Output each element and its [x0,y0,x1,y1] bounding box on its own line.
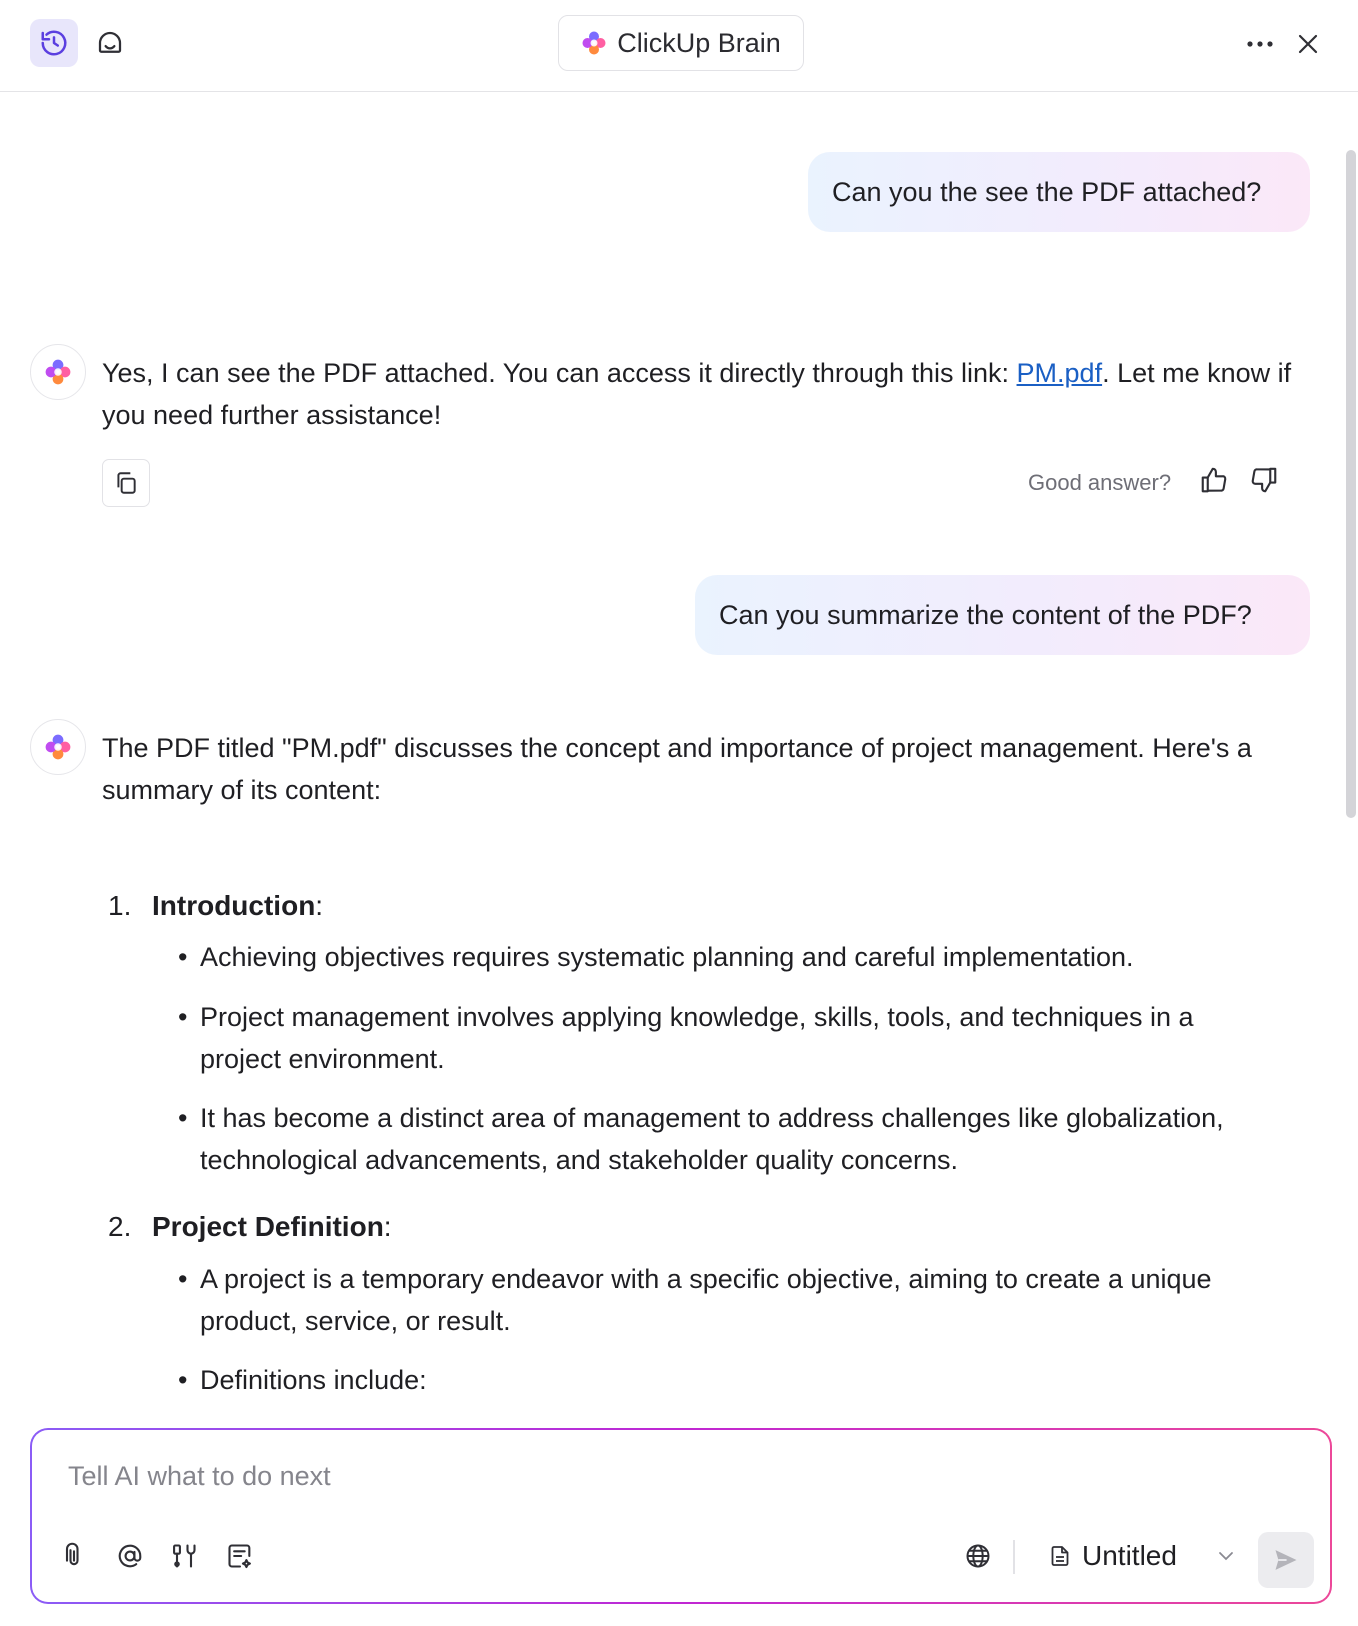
template-button[interactable] [220,1536,260,1576]
attach-icon [60,1542,88,1570]
section-heading: Project Definition: [152,1211,392,1242]
user-message-text: Can you summarize the content of the PDF? [719,599,1252,630]
ai-message [102,352,1332,436]
brain-logo-icon [44,733,72,761]
more-icon [1245,40,1275,48]
copy-icon [113,470,139,496]
title-pill[interactable] [558,15,804,71]
close-icon [1297,33,1319,55]
chevron-down-icon [1217,1550,1235,1562]
divider [1013,1540,1015,1574]
composer-body [32,1430,1330,1602]
send-icon [1272,1546,1300,1574]
pdf-link[interactable]: PM.pdf [1016,358,1103,388]
ai-message-text: Yes, I can see the PDF attached. You can access it directly through this link: [102,358,1017,388]
ai-summary-intro: The PDF titled "PM.pdf" discusses the concept and importance of project management. Here's a summary of its content: [102,733,1252,805]
copy-button[interactable] [102,459,150,507]
scrollbar[interactable] [1346,150,1356,818]
brain-logo-icon [44,358,72,386]
send-button[interactable] [1258,1532,1314,1588]
globe-icon [964,1542,992,1570]
document-selector[interactable] [1048,1534,1235,1578]
section-title: Project Definition [152,1211,384,1242]
tools-icon [170,1542,198,1570]
user-message [695,575,1310,655]
more-button[interactable] [1236,22,1284,66]
history-button[interactable] [30,19,78,67]
tools-button[interactable] [164,1536,204,1576]
attach-button[interactable] [54,1536,94,1576]
template-icon [226,1542,254,1570]
thumbs-up-button[interactable] [1196,462,1232,498]
header-bar [0,0,1358,92]
list-item-text: It has become a distinct area of management to address challenges like globalization, technological advancements, and stakeholder quality concerns. [200,1103,1224,1175]
section-heading: Introduction: [152,890,324,921]
composer [30,1428,1332,1604]
close-button[interactable] [1284,20,1332,68]
thumbs-down-icon [1249,465,1279,495]
document-selector-label: Untitled [1082,1540,1177,1571]
ai-message-text-end: . Let me know if you need further assistance! [102,358,1292,430]
section-title: Introduction [152,890,316,921]
history-icon [39,28,69,58]
list-item-text: Achieving objectives requires systematic planning and careful implementation. [200,942,1134,972]
prompt-input[interactable] [68,1458,1168,1494]
web-search-toggle[interactable] [958,1536,998,1576]
feedback-label: Good answer? [1028,470,1172,495]
section-number: 1. [108,890,132,921]
list-item-text: A project is a temporary endeavor with a specific objective, aiming to create a unique product, service, or result. [200,1264,1212,1336]
document-icon [1048,1543,1072,1569]
thumbs-down-button[interactable] [1246,462,1282,498]
inbox-button[interactable] [86,19,134,67]
list-item-text: Project management involves applying knowledge, skills, tools, and techniques in a project environment. [200,1002,1194,1074]
list-item-text: Definitions include: [200,1365,427,1395]
thumbs-up-icon [1199,465,1229,495]
user-message [808,152,1310,232]
mention-button[interactable] [110,1536,150,1576]
user-message-text: Can you the see the PDF attached? [832,176,1262,207]
ai-avatar [30,344,86,400]
ai-avatar [30,719,86,775]
mention-icon [116,1542,144,1570]
brain-logo-icon [581,30,607,56]
inbox-icon [95,28,125,58]
page-title: ClickUp Brain [617,27,781,58]
section-number: 2. [108,1211,132,1242]
